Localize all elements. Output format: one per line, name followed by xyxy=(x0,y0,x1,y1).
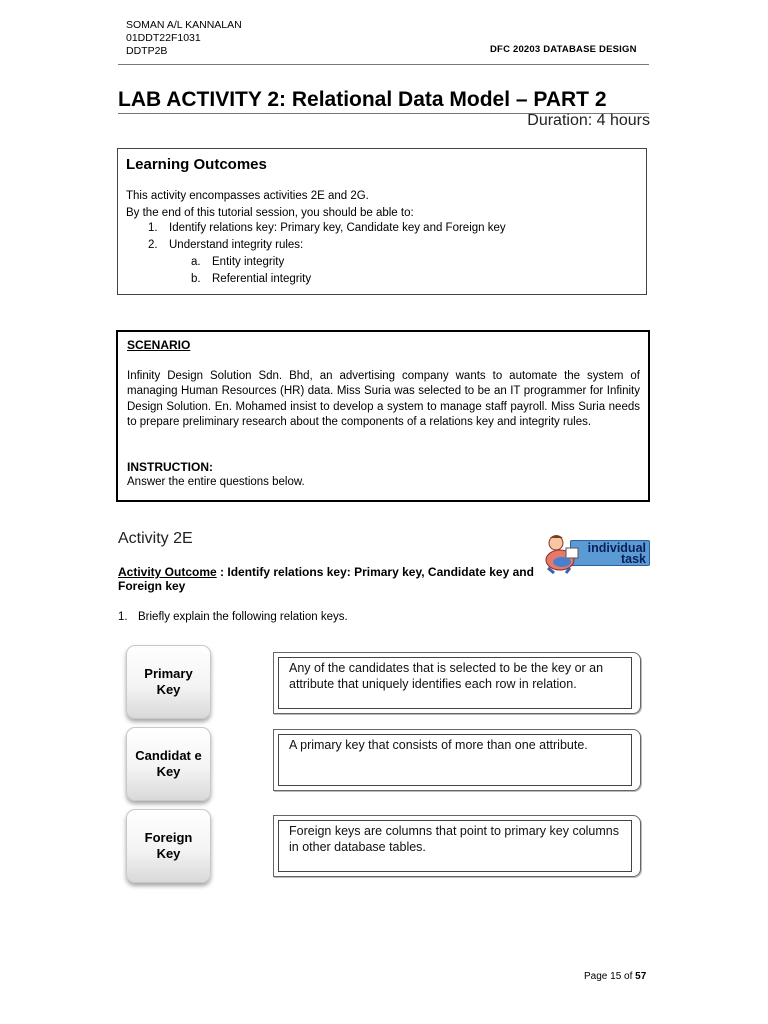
instruction-heading: INSTRUCTION: xyxy=(127,460,213,474)
scenario-paragraph: Infinity Design Solution Sdn. Bhd, an advertising company wants to automate the system of managing Human Resources (HR) data. Miss Suria was selected to be an IT programmer for Infinity Design Solution. En. Mohamed insist to develop a system to manage staff payroll. Miss Suria needs to prepare preliminary research about the components of a relations key and integrity rules. xyxy=(127,370,640,428)
badge-label: individual task xyxy=(570,540,650,566)
question-1 xyxy=(118,611,348,623)
page-number xyxy=(584,971,646,982)
subitem-text: Referential integrity xyxy=(212,273,312,285)
scenario-box xyxy=(116,330,650,502)
activity-outcome xyxy=(118,565,538,593)
outcome-subitem xyxy=(126,254,636,271)
activity-outcome-label: Activity Outcome xyxy=(118,565,217,579)
intro-line-1: This activity encompasses activities 2E and 2G. xyxy=(126,190,369,202)
primary-key-answer[interactable]: Any of the candidates that is selected to be the key or an attribute that uniquely identifies each row in relation. xyxy=(278,657,632,709)
course-title: DFC 20203 DATABASE DESIGN xyxy=(490,44,637,55)
subitem-letter: b. xyxy=(191,273,201,285)
page-total: 57 xyxy=(635,971,647,982)
primary-key-card: Primary Key xyxy=(126,645,211,719)
activity-outcome-text: : Identify relations key: Primary key, Candidate key and Foreign key xyxy=(118,565,534,593)
page-number-prefix: Page 15 of xyxy=(584,971,636,982)
student-id: 01DDT22F1031 xyxy=(126,32,201,44)
primary-key-answer-box xyxy=(273,652,641,714)
student-name: SOMAN A/L KANNALAN xyxy=(126,19,242,31)
page-title: LAB ACTIVITY 2: Relational Data Model – PART 2 xyxy=(118,88,607,111)
outcome-number: 2. xyxy=(148,239,158,251)
foreign-key-answer-box xyxy=(273,815,641,877)
learning-outcomes-heading: Learning Outcomes xyxy=(126,156,267,173)
intro-line-2: By the end of this tutorial session, you should be able to: xyxy=(126,206,414,219)
instruction-text: Answer the entire questions below. xyxy=(127,476,305,488)
foreign-key-answer[interactable]: Foreign keys are columns that point to primary key columns in other database tables. xyxy=(278,820,632,872)
candidate-key-card: Candidat e Key xyxy=(126,727,211,801)
duration-label: Duration: 4 hours xyxy=(527,112,650,129)
question-number: 1. xyxy=(118,611,128,623)
outcome-item xyxy=(126,220,636,237)
scenario-heading: SCENARIO xyxy=(127,338,191,352)
question-text: Briefly explain the following relation keys. xyxy=(138,611,348,623)
candidate-key-answer[interactable]: A primary key that consists of more than one attribute. xyxy=(278,734,632,786)
outcome-number: 1. xyxy=(148,222,158,234)
learning-outcomes-box xyxy=(117,148,647,295)
outcome-text: Identify relations key: Primary key, Candidate key and Foreign key xyxy=(169,222,506,234)
header-divider xyxy=(118,64,649,65)
person-icon xyxy=(542,530,588,574)
candidate-key-answer-box xyxy=(273,729,641,791)
foreign-key-card: Foreign Key xyxy=(126,809,211,883)
subitem-text: Entity integrity xyxy=(212,256,285,268)
learning-outcomes-intro xyxy=(126,188,414,221)
activity-title: Activity 2E xyxy=(118,530,193,547)
outcome-list xyxy=(126,220,636,288)
outcome-subitem xyxy=(126,271,636,288)
outcome-text: Understand integrity rules: xyxy=(169,239,304,251)
student-info xyxy=(126,19,242,58)
outcome-item xyxy=(126,237,636,254)
individual-task-badge xyxy=(542,530,650,574)
subitem-letter: a. xyxy=(191,256,201,268)
student-class: DDTP2B xyxy=(126,45,168,57)
